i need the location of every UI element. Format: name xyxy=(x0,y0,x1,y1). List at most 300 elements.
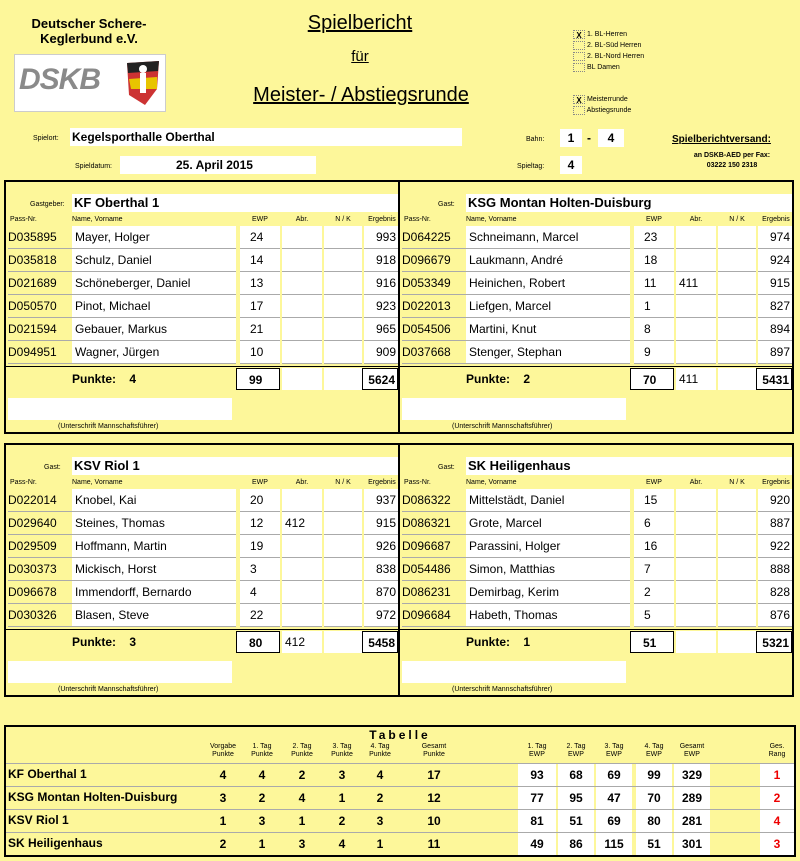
pass-number: D021594 xyxy=(8,318,72,341)
totals-divider xyxy=(400,629,792,630)
punkte-label: Punkte: 3 xyxy=(72,635,137,649)
pass-number: D037668 xyxy=(402,341,466,364)
column-header-name: Name, Vorname xyxy=(466,216,517,223)
abr-field[interactable] xyxy=(282,226,322,249)
pass-number: D096678 xyxy=(8,581,72,604)
player-name-field[interactable]: Martini, Knut xyxy=(466,318,630,341)
table-value: 80 xyxy=(636,810,672,832)
table-col-header: 4. Tag EWP xyxy=(644,743,664,758)
ergebnis-field[interactable]: 918 xyxy=(364,249,398,272)
column-header-nk: N / K xyxy=(729,216,745,223)
player-row xyxy=(400,535,796,558)
column-header-pass: Pass-Nr. xyxy=(10,216,37,223)
table-value: 289 xyxy=(674,787,710,809)
player-name-field[interactable]: Gebauer, Markus xyxy=(72,318,236,341)
pass-number: D054506 xyxy=(402,318,466,341)
signature-label: (Unterschrift Mannschaftsführer) xyxy=(58,423,159,430)
table-rank: 2 xyxy=(760,787,794,809)
table-value: 93 xyxy=(518,764,556,786)
ergebnis-field[interactable]: 828 xyxy=(758,581,792,604)
signature-label: (Unterschrift Mannschaftsführer) xyxy=(58,686,159,693)
player-row xyxy=(6,226,402,249)
round-option[interactable]: X Meisterrunde xyxy=(573,95,631,104)
table-value: 11 xyxy=(427,837,441,851)
column-header-abr: Abr. xyxy=(689,479,703,486)
pass-number: D029640 xyxy=(8,512,72,535)
ewp-field[interactable]: 4 xyxy=(240,581,280,604)
table-team-name: SK Heiligenhaus xyxy=(8,836,103,850)
player-row xyxy=(6,512,402,535)
table-value: 3 xyxy=(338,768,346,782)
punkte-value: 2 xyxy=(523,372,531,386)
table-value: 1 xyxy=(298,814,306,828)
ergebnis-field[interactable]: 965 xyxy=(364,318,398,341)
nk-field[interactable] xyxy=(324,249,362,272)
table-value: 77 xyxy=(518,787,556,809)
table-col-header: 2. Tag Punkte xyxy=(291,743,313,758)
table-value: 4 xyxy=(376,768,384,782)
team-role-label: Gastgeber: xyxy=(30,201,65,208)
punkte-label: Punkte: 4 xyxy=(72,372,137,386)
column-header-erg: Ergebnis xyxy=(762,216,790,223)
ewp-field[interactable]: 18 xyxy=(634,249,674,272)
ewp-field[interactable]: 15 xyxy=(634,489,674,512)
nk-field[interactable] xyxy=(324,318,362,341)
abr-field[interactable] xyxy=(676,341,716,364)
player-row xyxy=(400,249,796,272)
abr-field[interactable] xyxy=(282,604,322,627)
nk-field[interactable] xyxy=(718,318,756,341)
table-col-header: Gesamt Punkte xyxy=(421,743,447,758)
abr-field[interactable]: 412 xyxy=(282,512,322,535)
spieltag-label: Spieltag: xyxy=(517,163,545,170)
table-value: 51 xyxy=(558,810,594,832)
ewp-field[interactable]: 9 xyxy=(634,341,674,364)
player-name-field[interactable]: Grote, Marcel xyxy=(466,512,630,535)
nk-field[interactable] xyxy=(324,489,362,512)
sum-ewp: 80 xyxy=(236,631,280,653)
pass-number: D035895 xyxy=(8,226,72,249)
player-name-field[interactable]: Knobel, Kai xyxy=(72,489,236,512)
ewp-field[interactable]: 7 xyxy=(634,558,674,581)
abr-field[interactable] xyxy=(676,318,716,341)
abr-field[interactable] xyxy=(282,318,322,341)
table-rank: 4 xyxy=(760,810,794,832)
nk-field[interactable] xyxy=(718,604,756,627)
nk-field[interactable] xyxy=(324,581,362,604)
assoc-line-1: Deutscher Schere- xyxy=(31,16,147,31)
standings-table xyxy=(4,725,796,857)
column-header-abr: Abr. xyxy=(295,479,309,486)
totals-divider xyxy=(6,366,398,367)
abr-field[interactable] xyxy=(676,226,716,249)
nk-field[interactable] xyxy=(324,558,362,581)
ergebnis-field[interactable]: 915 xyxy=(364,512,398,535)
ergebnis-field[interactable]: 920 xyxy=(758,489,792,512)
player-name-field[interactable]: Liefgen, Marcel xyxy=(466,295,630,318)
pass-number: D029509 xyxy=(8,535,72,558)
punkte-value: 1 xyxy=(523,635,531,649)
bahn-to-field[interactable]: 4 xyxy=(598,129,624,147)
ewp-field[interactable]: 6 xyxy=(634,512,674,535)
nk-field[interactable] xyxy=(324,535,362,558)
abr-field[interactable] xyxy=(282,581,322,604)
table-value: 12 xyxy=(427,791,441,805)
column-header-ewp: EWP xyxy=(252,479,268,486)
column-header-abr: Abr. xyxy=(295,216,309,223)
abr-field[interactable] xyxy=(676,295,716,318)
punkte-value: 4 xyxy=(129,372,137,386)
column-header-abr: Abr. xyxy=(689,216,703,223)
ergebnis-field[interactable]: 993 xyxy=(364,226,398,249)
ewp-field[interactable]: 11 xyxy=(634,272,674,295)
column-header-name: Name, Vorname xyxy=(72,216,123,223)
team-panel xyxy=(4,180,400,434)
abr-field[interactable] xyxy=(676,581,716,604)
ergebnis-field[interactable]: 926 xyxy=(364,535,398,558)
pass-number: D030326 xyxy=(8,604,72,627)
table-value: 81 xyxy=(518,810,556,832)
player-name-field[interactable]: Laukmann, André xyxy=(466,249,630,272)
league-option[interactable]: 2. BL-Süd Herren xyxy=(573,41,644,50)
table-value: 99 xyxy=(636,764,672,786)
pass-number: D022013 xyxy=(402,295,466,318)
spieltag-field[interactable]: 4 xyxy=(560,156,582,174)
player-name-field[interactable]: Schneimann, Marcel xyxy=(466,226,630,249)
table-value: 49 xyxy=(518,833,556,855)
table-value: 69 xyxy=(596,764,632,786)
team-role-label: Gast: xyxy=(438,201,455,208)
table-col-header: 3. Tag Punkte xyxy=(331,743,353,758)
column-header-ewp: EWP xyxy=(646,479,662,486)
pass-number: D053349 xyxy=(402,272,466,295)
pass-number: D094951 xyxy=(8,341,72,364)
totals-divider xyxy=(400,366,792,367)
spielort-field[interactable]: Kegelsporthalle Oberthal xyxy=(70,128,462,146)
abr-field[interactable] xyxy=(676,558,716,581)
player-row xyxy=(400,558,796,581)
team-name-field[interactable]: KSG Montan Holten-Duisburg xyxy=(466,194,792,212)
player-row xyxy=(6,535,402,558)
ewp-field[interactable]: 24 xyxy=(240,226,280,249)
table-value: 86 xyxy=(558,833,594,855)
nk-field[interactable] xyxy=(718,341,756,364)
versand-fax: 03222 150 2318 xyxy=(706,162,758,169)
table-value: 2 xyxy=(338,814,346,828)
table-value: 17 xyxy=(427,768,441,782)
totals-divider xyxy=(6,629,398,630)
table-value: 329 xyxy=(674,764,710,786)
ergebnis-field[interactable]: 937 xyxy=(364,489,398,512)
pass-number: D030373 xyxy=(8,558,72,581)
pass-number: D096687 xyxy=(402,535,466,558)
ergebnis-field[interactable]: 915 xyxy=(758,272,792,295)
player-row xyxy=(6,558,402,581)
abr-field[interactable] xyxy=(282,249,322,272)
table-value: 4 xyxy=(338,837,346,851)
signature-field[interactable] xyxy=(8,398,232,420)
team-name-field[interactable]: KF Oberthal 1 xyxy=(72,194,398,212)
nk-field[interactable] xyxy=(324,341,362,364)
ewp-field[interactable]: 20 xyxy=(240,489,280,512)
pass-number: D050570 xyxy=(8,295,72,318)
player-row xyxy=(400,581,796,604)
table-value: 281 xyxy=(674,810,710,832)
player-name-field[interactable]: Habeth, Thomas xyxy=(466,604,630,627)
player-name-field[interactable]: Demirbag, Kerim xyxy=(466,581,630,604)
sum-nk xyxy=(324,631,362,653)
player-name-field[interactable]: Parassini, Holger xyxy=(466,535,630,558)
team-name-field[interactable]: SK Heiligenhaus xyxy=(466,457,792,475)
abr-field[interactable] xyxy=(282,558,322,581)
ergebnis-field[interactable]: 924 xyxy=(758,249,792,272)
player-name-field[interactable]: Simon, Matthias xyxy=(466,558,630,581)
pass-number: D096684 xyxy=(402,604,466,627)
abr-field[interactable] xyxy=(676,604,716,627)
league-option[interactable]: 2. BL-Nord Herren xyxy=(573,52,644,61)
table-col-header: Vorgabe Punkte xyxy=(209,743,237,758)
sum-ergebnis: 5458 xyxy=(362,631,398,653)
spieldatum-field[interactable]: 25. April 2015 xyxy=(120,156,316,174)
ewp-field[interactable]: 2 xyxy=(634,581,674,604)
nk-field[interactable] xyxy=(718,295,756,318)
abr-field[interactable] xyxy=(676,512,716,535)
player-name-field[interactable]: Wagner, Jürgen xyxy=(72,341,236,364)
assoc-line-2: Keglerbund e.V. xyxy=(40,31,138,46)
pass-number: D035818 xyxy=(8,249,72,272)
table-value: 68 xyxy=(558,764,594,786)
sum-ewp: 51 xyxy=(630,631,674,653)
table-col-header: Ges. Rang xyxy=(768,743,786,758)
table-value: 115 xyxy=(596,833,632,855)
signature-label: (Unterschrift Mannschaftsführer) xyxy=(452,686,553,693)
sum-abr xyxy=(676,631,716,653)
table-value: 4 xyxy=(298,791,306,805)
pass-number: D054486 xyxy=(402,558,466,581)
table-value: 95 xyxy=(558,787,594,809)
player-row xyxy=(400,272,796,295)
table-value: 3 xyxy=(376,814,384,828)
abr-field[interactable] xyxy=(282,272,322,295)
table-team-name: KSV Riol 1 xyxy=(8,813,69,827)
ewp-field[interactable]: 17 xyxy=(240,295,280,318)
sum-ewp: 99 xyxy=(236,368,280,390)
bahn-from-field[interactable]: 1 xyxy=(560,129,582,147)
punkte-label: Punkte: 1 xyxy=(466,635,531,649)
nk-field[interactable] xyxy=(718,581,756,604)
ergebnis-field[interactable]: 909 xyxy=(364,341,398,364)
nk-field[interactable] xyxy=(718,489,756,512)
bahn-dash: - xyxy=(587,131,591,145)
ewp-field[interactable]: 10 xyxy=(240,341,280,364)
column-header-nk: N / K xyxy=(335,216,351,223)
ergebnis-field[interactable]: 916 xyxy=(364,272,398,295)
ewp-field[interactable]: 8 xyxy=(634,318,674,341)
table-value: 2 xyxy=(376,791,384,805)
sum-nk xyxy=(718,631,756,653)
player-name-field[interactable]: Immendorff, Bernardo xyxy=(72,581,236,604)
table-value: 1 xyxy=(219,814,227,828)
signature-label: (Unterschrift Mannschaftsführer) xyxy=(452,423,553,430)
versand-line1: an DSKB-AED per Fax: xyxy=(693,152,771,159)
player-row xyxy=(6,272,402,295)
player-name-field[interactable]: Mayer, Holger xyxy=(72,226,236,249)
player-row xyxy=(400,341,796,364)
league-option[interactable]: BL Damen xyxy=(573,63,644,72)
ewp-field[interactable]: 22 xyxy=(240,604,280,627)
nk-field[interactable] xyxy=(718,512,756,535)
player-name-field[interactable]: Mittelstädt, Daniel xyxy=(466,489,630,512)
table-value: 2 xyxy=(258,791,266,805)
bowler-figure-icon xyxy=(123,59,163,107)
ergebnis-field[interactable]: 897 xyxy=(758,341,792,364)
nk-field[interactable] xyxy=(324,226,362,249)
table-value: 3 xyxy=(298,837,306,851)
ewp-field[interactable]: 16 xyxy=(634,535,674,558)
player-row xyxy=(6,295,402,318)
league-checklist xyxy=(573,30,644,72)
table-value: 1 xyxy=(376,837,384,851)
ergebnis-field[interactable]: 888 xyxy=(758,558,792,581)
table-title: Tabelle xyxy=(369,728,431,742)
abr-field[interactable] xyxy=(676,535,716,558)
player-name-field[interactable]: Schöneberger, Daniel xyxy=(72,272,236,295)
table-col-header: 2. Tag EWP xyxy=(566,743,586,758)
column-header-name: Name, Vorname xyxy=(72,479,123,486)
table-value: 4 xyxy=(258,768,266,782)
team-name-field[interactable]: KSV Riol 1 xyxy=(72,457,398,475)
team-role-label: Gast: xyxy=(44,464,61,471)
sum-nk xyxy=(324,368,362,390)
column-header-erg: Ergebnis xyxy=(368,479,396,486)
ergebnis-field[interactable]: 894 xyxy=(758,318,792,341)
abr-field[interactable] xyxy=(282,295,322,318)
ewp-field[interactable]: 13 xyxy=(240,272,280,295)
league-option[interactable]: X 1. BL-Herren xyxy=(573,30,644,39)
nk-field[interactable] xyxy=(718,558,756,581)
pass-number: D086231 xyxy=(402,581,466,604)
ergebnis-field[interactable]: 922 xyxy=(758,535,792,558)
player-row xyxy=(6,318,402,341)
sum-ergebnis: 5624 xyxy=(362,368,398,390)
table-col-header: 1. Tag Punkte xyxy=(251,743,273,758)
nk-field[interactable] xyxy=(718,272,756,295)
nk-field[interactable] xyxy=(324,272,362,295)
ewp-field[interactable]: 21 xyxy=(240,318,280,341)
table-value: 4 xyxy=(219,768,227,782)
association-name xyxy=(20,16,158,46)
ergebnis-field[interactable]: 887 xyxy=(758,512,792,535)
pass-number: D064225 xyxy=(402,226,466,249)
punkte-value: 3 xyxy=(129,635,137,649)
player-name-field[interactable]: Heinichen, Robert xyxy=(466,272,630,295)
column-header-nk: N / K xyxy=(335,479,351,486)
abr-field[interactable]: 411 xyxy=(676,272,716,295)
player-row xyxy=(400,512,796,535)
ergebnis-field[interactable]: 870 xyxy=(364,581,398,604)
ergebnis-field[interactable]: 876 xyxy=(758,604,792,627)
player-row xyxy=(400,489,796,512)
nk-field[interactable] xyxy=(324,512,362,535)
nk-field[interactable] xyxy=(324,295,362,318)
player-name-field[interactable]: Mickisch, Horst xyxy=(72,558,236,581)
table-col-header: 3. Tag EWP xyxy=(604,743,624,758)
abr-field[interactable] xyxy=(282,489,322,512)
table-value: 3 xyxy=(258,814,266,828)
ergebnis-field[interactable]: 972 xyxy=(364,604,398,627)
player-name-field[interactable]: Schulz, Daniel xyxy=(72,249,236,272)
ewp-field[interactable]: 5 xyxy=(634,604,674,627)
column-header-ewp: EWP xyxy=(252,216,268,223)
pass-number: D086322 xyxy=(402,489,466,512)
ewp-field[interactable]: 23 xyxy=(634,226,674,249)
ewp-field[interactable]: 3 xyxy=(240,558,280,581)
team-panel xyxy=(398,443,794,697)
ewp-field[interactable]: 14 xyxy=(240,249,280,272)
table-value: 2 xyxy=(298,768,306,782)
abr-field[interactable] xyxy=(282,341,322,364)
player-name-field[interactable]: Hoffmann, Martin xyxy=(72,535,236,558)
table-value: 1 xyxy=(258,837,266,851)
column-header-erg: Ergebnis xyxy=(368,216,396,223)
table-value: 47 xyxy=(596,787,632,809)
ewp-field[interactable]: 1 xyxy=(634,295,674,318)
column-header-nk: N / K xyxy=(729,479,745,486)
sum-abr: 412 xyxy=(282,631,322,653)
player-row xyxy=(6,581,402,604)
table-value: 3 xyxy=(219,791,227,805)
abr-field[interactable] xyxy=(676,249,716,272)
round-title: Meister- / Abstiegsrunde xyxy=(253,84,469,106)
ergebnis-field[interactable]: 827 xyxy=(758,295,792,318)
spieldatum-label: Spieldatum: xyxy=(75,163,112,170)
signature-field[interactable] xyxy=(402,661,626,683)
table-value: 69 xyxy=(596,810,632,832)
ergebnis-field[interactable]: 838 xyxy=(364,558,398,581)
ewp-field[interactable]: 12 xyxy=(240,512,280,535)
sum-ergebnis: 5431 xyxy=(756,368,792,390)
player-row xyxy=(6,604,402,627)
player-name-field[interactable]: Steines, Thomas xyxy=(72,512,236,535)
abr-field[interactable] xyxy=(282,535,322,558)
player-name-field[interactable]: Pinot, Michael xyxy=(72,295,236,318)
round-option[interactable]: Abstiegsrunde xyxy=(573,106,631,115)
column-header-pass: Pass-Nr. xyxy=(404,479,431,486)
signature-field[interactable] xyxy=(8,661,232,683)
player-name-field[interactable]: Stenger, Stephan xyxy=(466,341,630,364)
sum-abr: 411 xyxy=(676,368,716,390)
player-row xyxy=(400,604,796,627)
table-col-header: 4. Tag Punkte xyxy=(369,743,391,758)
abr-field[interactable] xyxy=(676,489,716,512)
nk-field[interactable] xyxy=(718,249,756,272)
player-row xyxy=(6,341,402,364)
ergebnis-field[interactable]: 974 xyxy=(758,226,792,249)
nk-field[interactable] xyxy=(718,226,756,249)
column-header-pass: Pass-Nr. xyxy=(10,479,37,486)
table-rank: 3 xyxy=(760,833,794,855)
nk-field[interactable] xyxy=(324,604,362,627)
signature-field[interactable] xyxy=(402,398,626,420)
player-name-field[interactable]: Blasen, Steve xyxy=(72,604,236,627)
ergebnis-field[interactable]: 923 xyxy=(364,295,398,318)
nk-field[interactable] xyxy=(718,535,756,558)
ewp-field[interactable]: 19 xyxy=(240,535,280,558)
team-panel xyxy=(4,443,400,697)
for-label: für xyxy=(351,48,369,65)
table-value: 70 xyxy=(636,787,672,809)
pass-number: D021689 xyxy=(8,272,72,295)
